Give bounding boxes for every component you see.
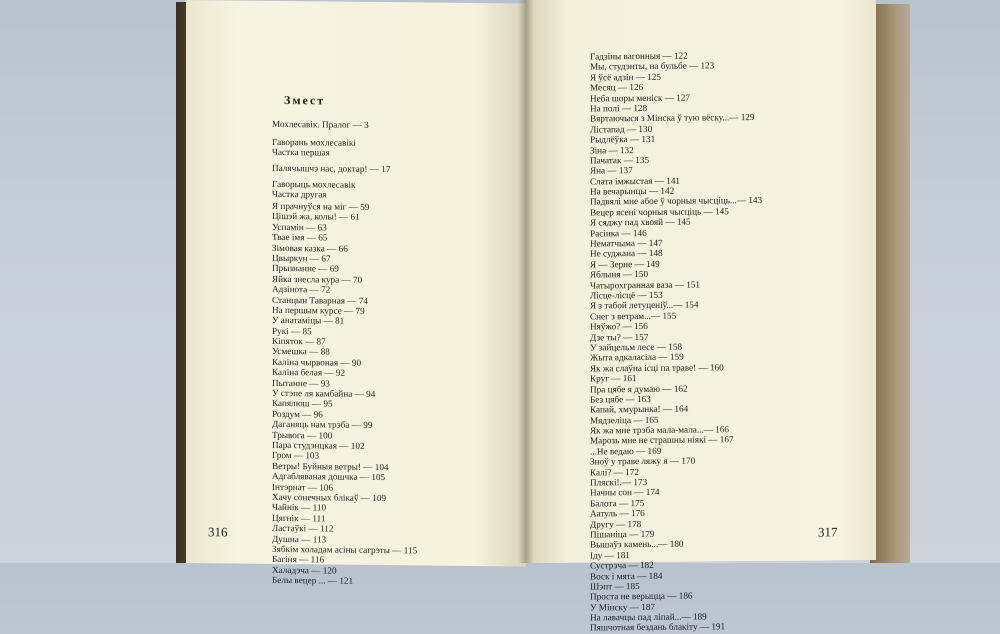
toc-entry: На лавачцы пад ліпай...— 189 <box>590 611 707 623</box>
toc-part2-sub: Частка другая <box>272 188 327 200</box>
toc-entry: Неба шоры меніск — 127 <box>590 92 690 104</box>
toc-entry: Пара студэнцкая — 102 <box>272 439 365 451</box>
toc-entry: Як жа слаўна ісці па траве! — 160 <box>590 361 724 374</box>
toc-entry: Вецер ясені чорныя чысціць — 145 <box>590 206 729 218</box>
page-number-left: 316 <box>208 524 228 540</box>
toc-entry: Гадзіны вагонныя — 122 <box>590 50 688 62</box>
toc-entry: ...Не ведаю — 169 <box>590 445 662 457</box>
toc-entry: Другу — 178 <box>590 518 642 530</box>
toc-entry: Шэпт — 185 <box>590 580 640 592</box>
toc-entry: Аатуль — 176 <box>590 508 645 519</box>
toc-entry: Сустрэча — 182 <box>590 560 654 571</box>
toc-entry: Ветры! Буйныя ветры! — 104 <box>272 460 389 472</box>
toc-entry: Я сяджу пад хвояй — 145 <box>590 216 691 228</box>
toc-entry: Марозь мне не страшны ніякі — 167 <box>590 434 734 446</box>
toc-entry: Прызнанне — 69 <box>272 263 339 274</box>
toc-entry: Адгабляваная дошчка — 105 <box>272 471 386 483</box>
toc-entry: Успамін — 63 <box>272 221 327 233</box>
toc-entry: Расінка — 146 <box>590 227 647 239</box>
toc-entry: Мы, студэнты, на бульбе — 123 <box>590 60 715 72</box>
toc-entry: Трывога — 100 <box>272 429 333 441</box>
toc-entry: Рукі — 85 <box>272 325 312 337</box>
toc-entry: У Мінску — 187 <box>590 601 656 613</box>
toc-entry: На вечарынцы — 142 <box>590 185 675 197</box>
toc-entry: Лістапад — 130 <box>590 123 653 135</box>
toc-entry: Яйка знесла кура — 70 <box>272 273 363 285</box>
toc-list-left <box>272 201 417 587</box>
toc-entry: Без цябе — 163 <box>590 393 651 405</box>
toc-entry: Снег з ветрам...— 155 <box>590 310 677 322</box>
toc-entry: Мядзеліца — 165 <box>590 414 659 426</box>
toc-entry: Багіня — 116 <box>272 554 325 565</box>
toc-entry: Вяртаючыся з Мінска ў тую вёску...— 129 <box>590 112 755 124</box>
book-gutter <box>518 0 534 563</box>
book-cover-right <box>870 4 910 563</box>
toc-entry: Я — Зерне — 149 <box>590 258 660 270</box>
toc-entry: Цвыркун — 67 <box>272 252 331 264</box>
toc-entry: Пытанне — 93 <box>272 377 330 389</box>
toc-entry: Нематчыма — 147 <box>590 237 663 249</box>
toc-entry: Дзе ты? — 157 <box>590 331 649 342</box>
toc-entry: Я з табой летуценіў...— 154 <box>590 299 699 311</box>
toc-entry: Жыта адкаласіла — 159 <box>590 351 684 363</box>
toc-entry: Адзінота — 72 <box>272 284 331 295</box>
toc-entry: Яблыня — 150 <box>590 269 649 280</box>
toc-entry: Рыдлёўка — 131 <box>590 133 656 145</box>
toc-entry: Гром — 103 <box>272 450 320 461</box>
toc-entry: Цішэй жа, колы! — 61 <box>272 211 360 223</box>
toc-entry: Яна — 137 <box>590 165 633 176</box>
toc-entry: Проста не верыцца — 186 <box>590 590 693 602</box>
toc-entry: Твае імя — 65 <box>272 232 328 243</box>
toc-entry: Лісце-лісцё — 153 <box>590 289 663 301</box>
toc-entry: Месяц — 126 <box>590 82 644 93</box>
toc-part1-entry: Палячышчэ нас, доктар! — 17 <box>272 162 391 175</box>
toc-entry: Слата імжыстая — 141 <box>590 175 681 187</box>
toc-entry: Я ўсё адзін — 125 <box>590 71 661 83</box>
toc-entry: У стэпе ля камбайна — 94 <box>272 387 376 400</box>
toc-entry: Чайнік — 110 <box>272 502 327 513</box>
toc-entry: Пра цябе я думаю — 162 <box>590 383 688 394</box>
toc-part1-heading: Гаворань мохлесавікі <box>272 136 356 148</box>
toc-entry: Ластаўкі — 112 <box>272 523 334 534</box>
toc-entry: Чатырохгранная ваза — 151 <box>590 279 700 291</box>
toc-entry: Начны сон — 174 <box>590 487 660 498</box>
toc-entry: Душна — 113 <box>272 533 327 544</box>
toc-entry: Пачатак — 135 <box>590 154 650 166</box>
toc-entry: Як жа мне трэба мала-мала...— 166 <box>590 424 730 436</box>
toc-part1-sub: Частка першая <box>272 146 330 158</box>
toc-entry: Няўжо? — 156 <box>590 321 648 332</box>
toc-prologue: Мохлесавік. Пралог — 3 <box>272 118 369 130</box>
toc-entry: Не суджана — 148 <box>590 248 663 259</box>
toc-entry: Каліна белая — 92 <box>272 367 346 378</box>
toc-entry: Пішаніца — 179 <box>590 528 655 540</box>
toc-entry: Круг — 161 <box>590 373 637 384</box>
toc-entry: Калі? — 172 <box>590 466 639 478</box>
right-page <box>526 0 876 633</box>
toc-entry: Інтэрнат — 106 <box>272 481 334 493</box>
toc-entry: Даганяць нам трэба — 99 <box>272 419 373 431</box>
toc-entry: Капялюш — 95 <box>272 398 333 409</box>
toc-entry: Белы вецер ... — 121 <box>272 574 354 586</box>
toc-entry: Пяшчотная бездань блакіту — 191 <box>590 621 726 633</box>
toc-entry: Воск і мята — 184 <box>590 570 663 581</box>
toc-entry: Балота — 175 <box>590 497 645 509</box>
toc-entry: Зіна — 132 <box>590 144 634 155</box>
toc-entry: Пляскі!.— 173 <box>590 476 648 488</box>
toc-entry: Вышаўз камень...— 180 <box>590 538 684 550</box>
toc-entry: Я прачнуўся на міг — 59 <box>272 200 370 212</box>
toc-entry: На полі — 128 <box>590 102 648 114</box>
toc-entry: У зайцельм лесе — 158 <box>590 341 683 353</box>
toc-entry: Зімовая казка — 66 <box>272 242 348 254</box>
toc-entry: Зябкім холадам асіны сагрэты — 115 <box>272 543 418 556</box>
toc-part2-heading: Гаворыць мохлесавік <box>272 178 356 190</box>
toc-entry: Падвялі мне абое ў чорныя чысціць...— 143 <box>590 195 763 207</box>
toc-list-right <box>590 50 762 633</box>
left-page <box>186 0 526 586</box>
toc-entry: Усмешка — 88 <box>272 346 330 357</box>
toc-entry: Кіпяток — 87 <box>272 335 326 347</box>
toc-entry: У анатаміцы — 81 <box>272 315 345 326</box>
toc-entry: Роздум — 96 <box>272 408 323 420</box>
toc-entry: Зноў у траве ляжу я — 170 <box>590 455 696 467</box>
toc-entry: Капай, хмурынка! — 164 <box>590 403 689 415</box>
toc-entry: На першым курсе — 79 <box>272 304 365 316</box>
toc-title: Змест <box>284 93 326 108</box>
toc-entry: Хачу сонечных блікаў — 109 <box>272 491 387 504</box>
toc-entry: Станцын Таварная — 74 <box>272 294 368 306</box>
toc-entry: Халадэча — 120 <box>272 564 337 576</box>
toc-entry: Іду — 181 <box>590 549 630 561</box>
toc-entry: Цягнік — 111 <box>272 512 326 524</box>
page-number-right: 317 <box>818 524 838 540</box>
toc-entry: Каліна чырвоная — 90 <box>272 356 362 368</box>
